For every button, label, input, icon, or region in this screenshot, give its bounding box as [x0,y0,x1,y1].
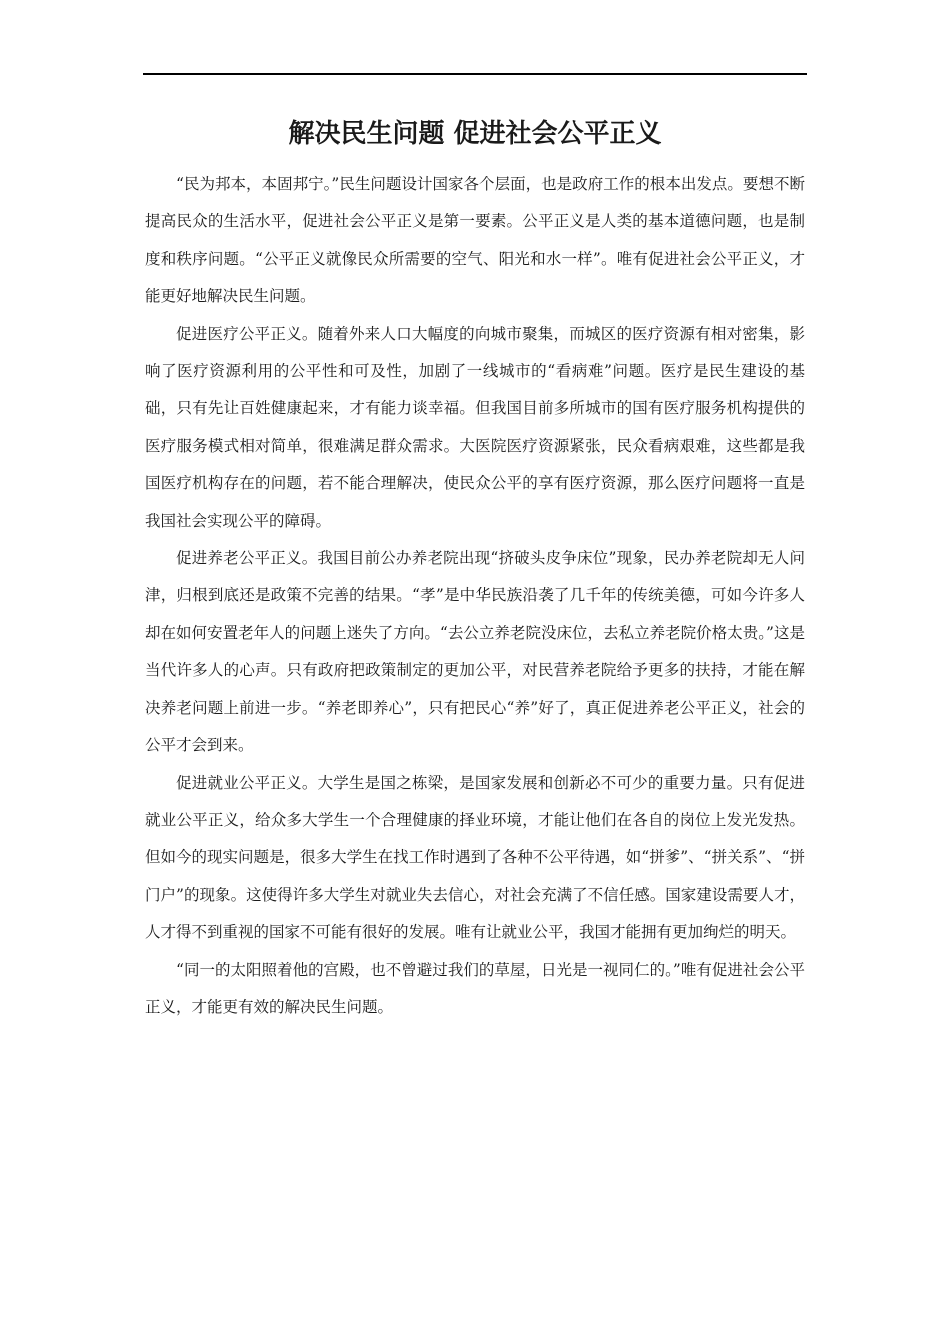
document-body [145,166,805,1026]
paragraph-medical: 促进医疗公平正义。随着外来人口大幅度的向城市聚集，而城区的医疗资源有相对密集，影响了医疗资源利用的公平性和可及性，加剧了一线城市的“看病难”问题。医疗是民生建设的基础，只有先让百姓健康起来，才有能力谈幸福。但我国目前多所城市的国有医疗服务机构提供的医疗服务模式相对简单，很难满足群众需求。大医院医疗资源紧张，民众看病艰难，这些都是我国医疗机构存在的问题，若不能合理解决，使民众公平的享有医疗资源，那么医疗问题将一直是我国社会实现公平的障碍。 [145,324,805,530]
paragraph-elderly-care: 促进养老公平正义。我国目前公办养老院出现“挤破头皮争床位”现象，民办养老院却无人问津，归根到底还是政策不完善的结果。“孝”是中华民族沿袭了几千年的传统美德，可如今许多人却在如何安置老年人的问题上迷失了方向。“去公立养老院没床位，去私立养老院价格太贵。”这是当代许多人的心声。只有政府把政策制定的更加公平，对民营养老院给予更多的扶持，才能在解决养老问题上前进一步。“养老即养心”，只有把民心“养”好了，真正促进养老公平正义，社会的公平才会到来。 [145,549,805,755]
paragraph-conclusion: “同一的太阳照着他的宫殿，也不曾避过我们的草屋，日光是一视同仁的。”唯有促进社会公平正义，才能更有效的解决民生问题。 [145,960,805,1016]
paragraph-intro: “民为邦本，本固邦宁。”民生问题设计国家各个层面，也是政府工作的根本出发点。要想不断提高民众的生活水平，促进社会公平正义是第一要素。公平正义是人类的基本道德问题，也是制度和秩序问题。“公平正义就像民众所需要的空气、阳光和水一样”。唯有促进社会公平正义，才能更好地解决民生问题。 [145,175,805,306]
document-title: 解决民生问题 促进社会公平正义 [288,119,662,149]
paragraph-employment: 促进就业公平正义。大学生是国之栋梁，是国家发展和创新必不可少的重要力量。只有促进就业公平正义，给众多大学生一个合理健康的择业环境，才能让他们在各自的岗位上发光发热。但如今的现实问题是，很多大学生在找工作时遇到了各种不公平待遇，如“拼爹”、“拼关系”、“拼门户”的现象。这使得许多大学生对就业失去信心，对社会充满了不信任感。国家建设需要人才，人才得不到重视的国家不可能有很好的发展。唯有让就业公平，我国才能拥有更加绚烂的明天。 [145,773,805,942]
header-rule [143,73,807,75]
